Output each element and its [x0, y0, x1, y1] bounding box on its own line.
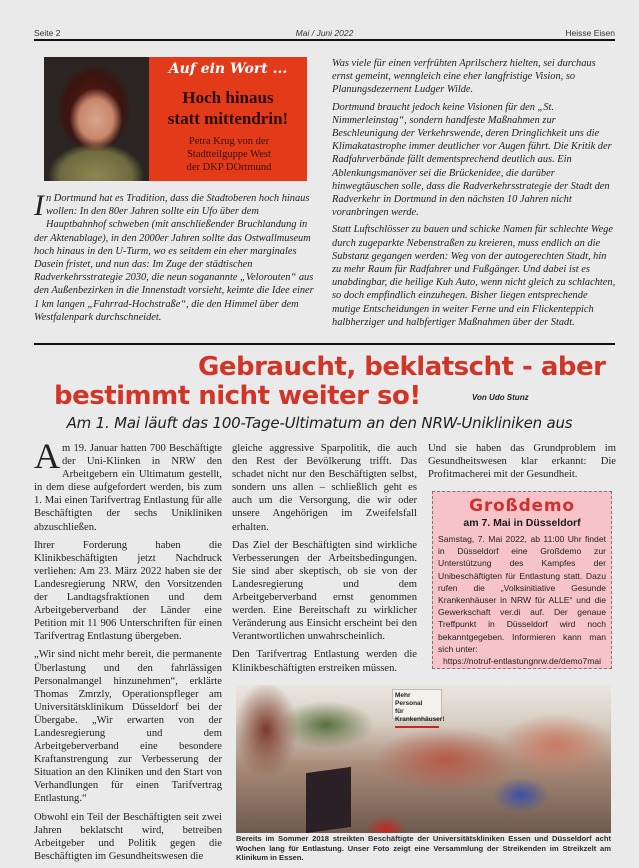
page-number: Seite 2	[34, 28, 61, 38]
sign-stripe	[395, 726, 439, 728]
byline-line: Petra Krug von der	[188, 136, 270, 147]
sign-text: für Krankenhäuser!	[395, 708, 445, 723]
publication-name: Heisse Eisen	[565, 28, 615, 38]
article-paragraph: Und sie haben das Grundproblem im Gesundheitswesen klar erkannt: Die Profitmacherei mit der Gesundheit.	[428, 443, 616, 481]
issue-date: Mai / Juni 2022	[295, 28, 354, 38]
commentary-left-column	[34, 189, 317, 328]
commentary-paragraph	[34, 189, 317, 324]
strike-assembly-photo	[236, 685, 611, 833]
photo-caption: Bereits im Sommer 2018 streikten Beschäftigte der Universitätskliniken Essen und Düsseldorf acht Wochen lang für Entlastung. Unser Foto zeigt eine Versammlung der Streikenden im Streikzelt am Klinikum in Essen.	[236, 834, 611, 863]
article-paragraph	[34, 436, 222, 534]
article-paragraph: „Wir sind nicht mehr bereit, die permanente Überlastung und den fahrlässigen Personalmangel hinzunehmen“, erklärte Thomas Zmrzly, Operationspfleger am Universitätsklinikum Düsseldorf bei der Übergabe. „Wir erwarten von der Landesregierung und dem Arbeitgeberverband eine besondere Kraftanstrengung zur Verbesserung der Situation an den Kliniken und den Start von Verhandlungen für einen Tarifvertrag Entlastung.“	[34, 649, 222, 805]
article-paragraph: Obwohl ein Teil der Beschäftigten seit zwei Jahren beklatscht wird, betreiben Arbeitgeber und Politik gegen die Beschäftigten im Gesundheitswesen die	[34, 811, 222, 862]
commentary-right-column	[332, 57, 616, 333]
section-divider	[34, 343, 615, 345]
header-divider	[34, 39, 615, 41]
commentary-byline	[156, 135, 302, 174]
monitor-shape	[306, 767, 351, 833]
commentary-title-line: statt mittendrin!	[167, 109, 289, 128]
article-column-1	[34, 436, 222, 868]
demo-title: Großdemo	[469, 496, 575, 516]
commentary-kicker: Auf ein Wort ...	[168, 61, 288, 77]
demo-url-link[interactable]: https://notruf-entlastungnrw.de/demo7mai	[442, 656, 602, 667]
article-paragraph: Das Ziel der Beschäftigten sind wirkliche Verbesserungen der Arbeitsbedingungen. Sie sind aber skeptisch, ob sie von der Landesregierung und dem Arbeitgeberverband ernst genommen werden. Eine Bereitschaft zu wirklicher Veränderung aus Einsicht erscheint bei den Verantwortlichen unwahrscheinlich.	[232, 539, 417, 643]
demo-subtitle: am 7. Mai in Düsseldorf	[463, 517, 581, 529]
article-column-3	[428, 442, 616, 486]
byline-line: Stadtteilguppe West	[187, 149, 271, 160]
article-column-2	[232, 442, 417, 680]
byline-line: der DKP DOrtmund	[186, 162, 272, 173]
drop-cap: I	[34, 189, 44, 222]
article-author: Von Udo Stunz	[472, 393, 529, 402]
author-portrait-image	[44, 57, 149, 181]
paragraph-text: m 19. Januar hatten 700 Beschäftigte der Uni-Klinken in NRW den Arbeitgebern ein Ultimatum gestellt, in dem diese aufgefordert werden, bis zum 1. Mai einen Tarifvertrag Entlastung für alle Beschäftigten der sechs Unikliniken abzuschließen.	[34, 443, 222, 533]
demo-body: Samstag, 7. Mai 2022, ab 11:00 Uhr findet in Düsseldorf eine Großdemo zur Unterstützung des Kampfes der Unibeschäftigten für Entlastung statt. Dazu rufen die „Volksinitiative Gesunde Krankenhäuser in NRW für ALLE“ und die Gewerkschaft ver.di auf. Der genaue Treffpunkt in Düsseldorf wird noch bekanntgegeben. Informieren kann man sich unter:	[438, 534, 606, 654]
commentary-title	[149, 87, 307, 129]
article-paragraph: Den Tarifvertrag Entlastung werden die Klinikbeschäftigten erstreiken müssen.	[232, 649, 417, 674]
article-headline-line2: bestimmt nicht weiter so!	[54, 381, 421, 411]
commentary-paragraph: Was viele für einen verfrühten Aprilscherz hielten, sei durchaus ernst gemeint, wenngleich eine eher langfristige Vision, so Planungsdezernent Ludger Wilde.	[332, 58, 596, 96]
commentary-paragraph: Statt Luftschlösser zu bauen und schicke Namen für schlechte Wege durch zugeparkte Nebenstraßen zu kreieren, muss endlich an die Substanz gegangen werden: Weg von der autogerechten Stadt, hin zu mehr Raum für Radfahrer und Fußgänger. Und dabei ist es unabdingbar, die heilige Kuh Auto, wenn nicht gleich zu schlachten, so doch empfindlich einzuhegen. Bisher liegen entsprechende mutige Entscheidungen in weiter Ferne und ein Flickenteppich halbherziger und halbfertiger Maßnahmen über der Stadt.	[332, 224, 616, 328]
commentary-title-line: Hoch hinaus	[182, 88, 274, 107]
sign-text: Mehr Personal	[395, 692, 423, 707]
commentary-paragraph: Dortmund braucht jedoch keine Visionen für den „St. Nimmerleinstag“, sondern handfeste Maßnahmen zur Beschleunigung der Verkehrswende, deren Dringlichkeit uns die Klimakatastrophe immer deutlicher vor Augen führt. Die Kritik der Radfahrverbände fällt dementsprechend deutlich aus. Ein Ablenkungsmanöver sei die Brückenidee, die darüber hinwegtäuschen solle, dass die Radverkehrsstrategie der Stadt den Radverkehr in Dortmund in den nächsten 10 Jahren nicht voranbringen werde.	[332, 101, 612, 219]
protest-sign	[392, 689, 445, 723]
article-subheadline: Am 1. Mai läuft das 100-Tage-Ultimatum an den NRW-Unikliniken aus	[66, 414, 573, 432]
paragraph-text: n Dortmund hat es Tradition, dass die Stadtoberen hoch hinaus wollen: In den 80er Jahren sollte ein Ufo über dem Hauptbahnhof schweben (mit anschließender Bruchlandung in der Aktenablage), in den 2000er Jahren sollte das Ostwallmuseum hoch hinaus in den U-Turm, wo es seitdem ein eher marginales Dasein fristet, und nun das: Im Zuge der städtischen Radverkehrsstrategie 2030, die neun soganannte „Velorouten“ aus den Außenbezirken in die Innenstadt vorsieht, keimte die Idee einer 1 km langen „Fahrrad-Hochstraße“, die den Himmel über dem Westfalenpark durchschneidet.	[34, 193, 314, 323]
demo-announcement-box	[432, 491, 612, 669]
article-paragraph: gleiche aggressive Sparpolitik, die auch den Rest der Bevölkerung trifft. Das schadet nicht nur den Beschäftigten selbst, sondern uns allen – schließlich geht es auch um die Versorgung, die wir oder unsere Angehörigen im Zweifelsfall erhalten.	[232, 443, 417, 533]
article-headline-line1: Gebraucht, beklatscht - aber	[198, 352, 606, 382]
drop-cap: A	[34, 436, 60, 476]
article-paragraph: Ihrer Forderung haben die Klinikbeschäftigten jetzt Nachdruck verliehen: Am 23. März 2022 haben sie der Landesregierung NRW, den Vorsitzenden der Landtagsfraktionen und dem Arbeitgeberverband der Länder eine Petition mit 11 906 Unterschriften für einen Tarifvertrag Entlastung übergeben.	[34, 539, 222, 643]
commentary-banner	[44, 57, 307, 181]
